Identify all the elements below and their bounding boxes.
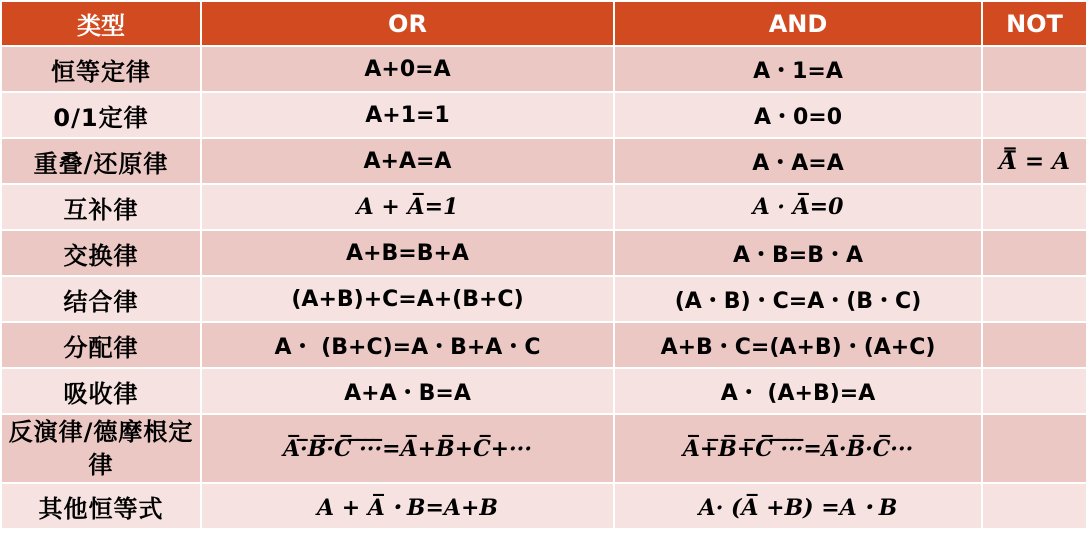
- and-formula: A· (A̅ +B) =A・B: [614, 483, 982, 529]
- not-formula: [982, 368, 1086, 414]
- not-formula: [982, 46, 1086, 92]
- and-formula: A・B=B・A: [614, 230, 982, 276]
- law-name: 重叠/还原律: [1, 138, 201, 184]
- table-row: [1, 184, 1086, 230]
- or-formula: (A+B)+C=A+(B+C): [201, 276, 614, 322]
- law-name: 反演律/德摩根定律: [1, 414, 201, 483]
- or-formula: A・ (B+C)=A・B+A・C: [201, 322, 614, 368]
- table-row: [1, 276, 1086, 322]
- and-formula: A̅+̅B̅+̅C̅ ̅·̅·̅·̅=A̅·B̅·C̅···: [614, 414, 982, 483]
- not-formula: [982, 230, 1086, 276]
- not-formula: A̿ = A: [982, 138, 1086, 184]
- or-formula: A + A̅・B=A+B: [201, 483, 614, 529]
- law-name: 吸收律: [1, 368, 201, 414]
- and-formula: A・A=A: [614, 138, 982, 184]
- table-row: [1, 414, 1086, 483]
- law-name: 结合律: [1, 276, 201, 322]
- not-formula: [982, 276, 1086, 322]
- or-formula: A+A=A: [201, 138, 614, 184]
- or-formula: A + A̅=1: [201, 184, 614, 230]
- header-not: NOT: [982, 1, 1086, 46]
- table-row: [1, 138, 1086, 184]
- or-formula: A+0=A: [201, 46, 614, 92]
- law-name: 分配律: [1, 322, 201, 368]
- table-row: [1, 483, 1086, 529]
- not-formula: [982, 184, 1086, 230]
- law-name: 互补律: [1, 184, 201, 230]
- law-name: 其他恒等式: [1, 483, 201, 529]
- law-name: 0/1定律: [1, 92, 201, 138]
- header-or: OR: [201, 1, 614, 46]
- and-formula: (A・B)・C=A・(B・C): [614, 276, 982, 322]
- law-name: 恒等定律: [1, 46, 201, 92]
- table-row: [1, 46, 1086, 92]
- header-type: 类型: [1, 1, 201, 46]
- not-formula: [982, 322, 1086, 368]
- and-formula: A+B・C=(A+B)・(A+C): [614, 322, 982, 368]
- table-row: [1, 368, 1086, 414]
- and-formula: A・ (A+B)=A: [614, 368, 982, 414]
- or-formula: A+B=B+A: [201, 230, 614, 276]
- or-formula: A̅·̅B̅·̅C̅ ̅·̅·̅·̅=A̅+B̅+C̅+···: [201, 414, 614, 483]
- header-row: [1, 1, 1086, 46]
- and-formula: A · A̅=0: [614, 184, 982, 230]
- and-formula: A・1=A: [614, 46, 982, 92]
- table-row: [1, 230, 1086, 276]
- not-formula: [982, 92, 1086, 138]
- or-formula: A+A・B=A: [201, 368, 614, 414]
- not-formula: [982, 414, 1086, 483]
- not-formula: [982, 483, 1086, 529]
- header-and: AND: [614, 1, 982, 46]
- table-row: [1, 92, 1086, 138]
- or-formula: A+1=1: [201, 92, 614, 138]
- table-row: [1, 322, 1086, 368]
- and-formula: A・0=0: [614, 92, 982, 138]
- law-name: 交换律: [1, 230, 201, 276]
